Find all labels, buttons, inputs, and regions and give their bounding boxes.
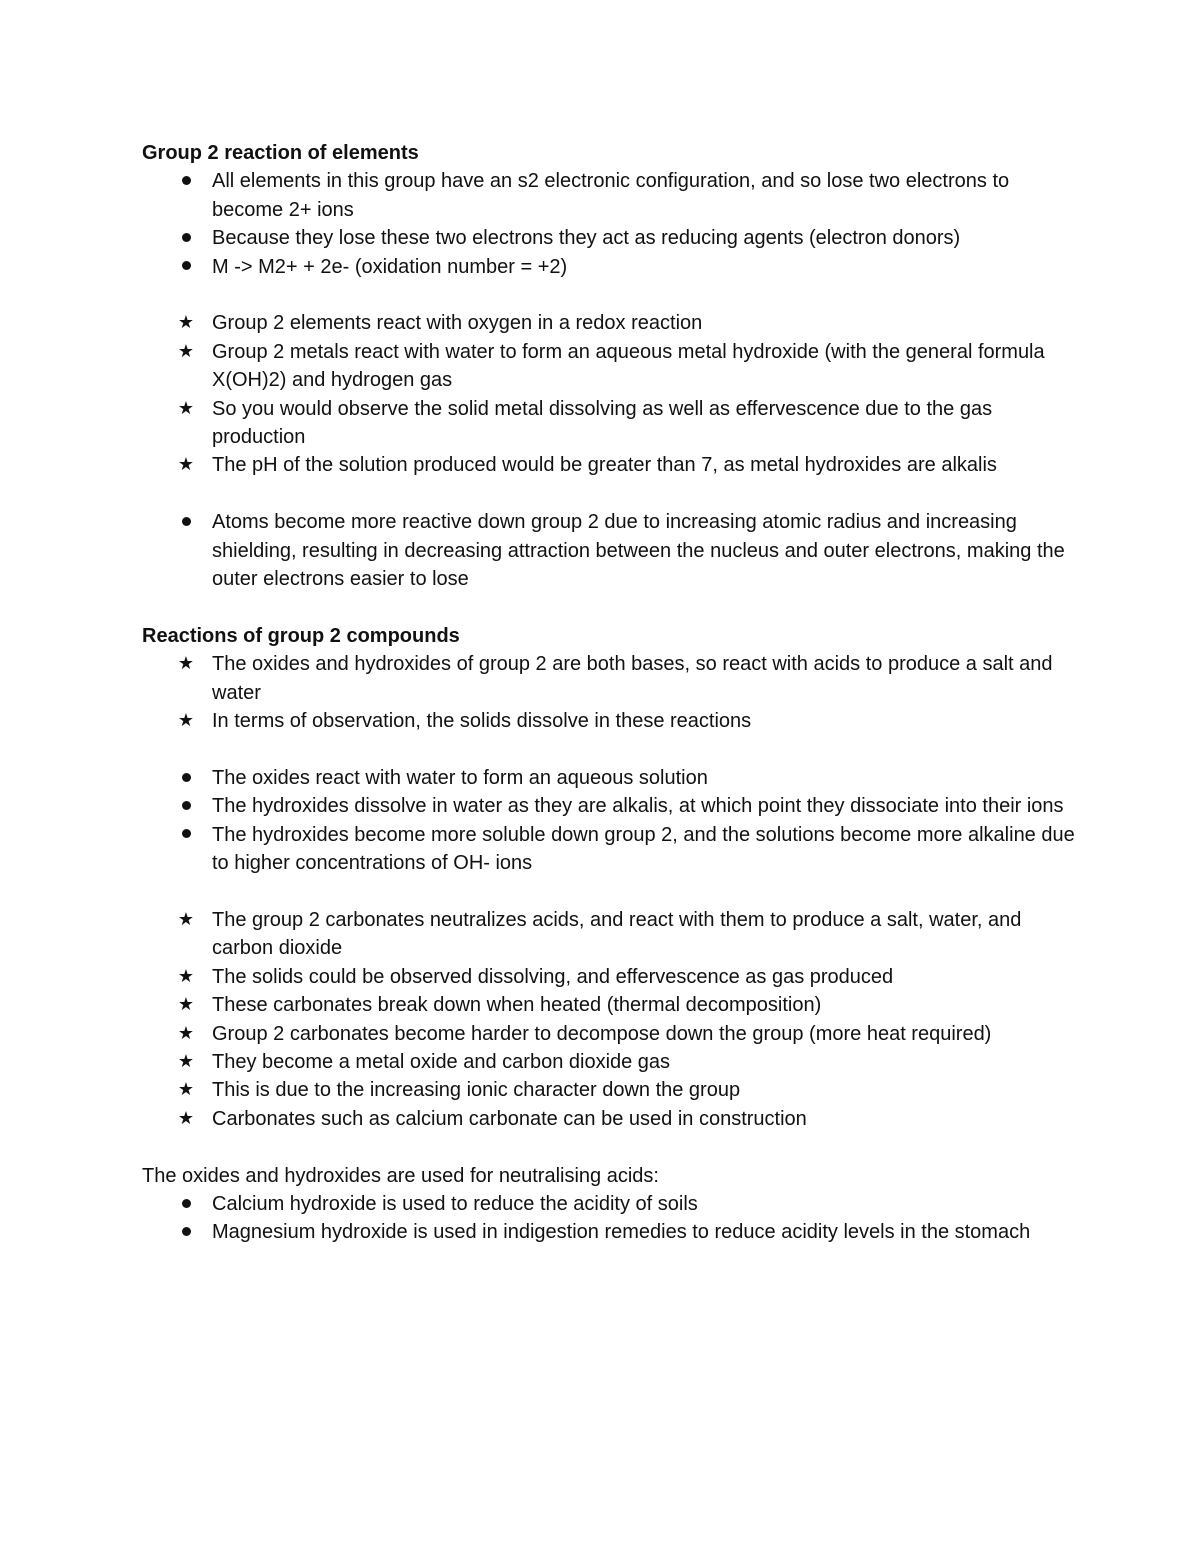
list-item: The oxides react with water to form an aqueous solution <box>142 764 1082 792</box>
star-icon: ★ <box>177 312 195 334</box>
list-item: ★ These carbonates break down when heated (thermal decomposition) <box>142 991 1082 1019</box>
bullet-icon <box>174 508 198 536</box>
spacer <box>142 878 1082 906</box>
list-item: ★ They become a metal oxide and carbon dioxide gas <box>142 1048 1082 1076</box>
list-item: ★ Carbonates such as calcium carbonate can be used in construction <box>142 1105 1082 1133</box>
star-icon: ★ <box>177 454 195 476</box>
bullet-icon <box>174 792 198 820</box>
list-item: Calcium hydroxide is used to reduce the acidity of soils <box>142 1190 1082 1218</box>
star-icon: ★ <box>177 1107 195 1129</box>
bullet-icon <box>174 821 198 849</box>
list-item: ★ The group 2 carbonates neutralizes acids, and react with them to produce a salt, water, and carbon dioxide <box>142 906 1082 963</box>
star-icon: ★ <box>177 1079 195 1101</box>
list-item: ★ Group 2 metals react with water to form an aqueous metal hydroxide (with the general formula X(OH)2) and hydrogen gas <box>142 338 1082 395</box>
list-item: Magnesium hydroxide is used in indigestion remedies to reduce acidity levels in the stomach <box>142 1218 1082 1246</box>
list-item: ★ This is due to the increasing ionic character down the group <box>142 1076 1082 1104</box>
list-item: ★ The oxides and hydroxides of group 2 are both bases, so react with acids to produce a salt and water <box>142 650 1082 707</box>
spacer <box>142 735 1082 763</box>
list-item: Because they lose these two electrons they act as reducing agents (electron donors) <box>142 224 1082 252</box>
list-item: The hydroxides dissolve in water as they are alkalis, at which point they dissociate into their ions <box>142 792 1082 820</box>
list-item: The hydroxides become more soluble down group 2, and the solutions become more alkaline due to higher concentrations of OH- ions <box>142 821 1082 878</box>
star-icon: ★ <box>177 1050 195 1072</box>
star-icon: ★ <box>177 653 195 675</box>
list-item: ★ In terms of observation, the solids dissolve in these reactions <box>142 707 1082 735</box>
star-icon: ★ <box>177 994 195 1016</box>
bullet-icon <box>174 167 198 195</box>
spacer <box>142 480 1082 508</box>
star-icon: ★ <box>177 710 195 732</box>
star-icon: ★ <box>177 965 195 987</box>
spacer <box>142 593 1082 621</box>
list-item: ★ So you would observe the solid metal dissolving as well as effervescence due to the gas production <box>142 395 1082 452</box>
bullet-list <box>142 508 1082 593</box>
list-item: Atoms become more reactive down group 2 due to increasing atomic radius and increasing shielding, resulting in decreasing attraction between the nucleus and outer electrons, making the outer electrons easier to lose <box>142 508 1082 593</box>
list-item: ★ Group 2 carbonates become harder to decompose down the group (more heat required) <box>142 1020 1082 1048</box>
star-list <box>142 906 1082 1133</box>
bullet-icon <box>174 253 198 281</box>
star-icon: ★ <box>177 397 195 419</box>
bullet-icon <box>174 1190 198 1218</box>
bullet-icon <box>174 764 198 792</box>
bullet-list <box>142 167 1082 281</box>
section-heading-group2-elements: Group 2 reaction of elements <box>142 142 419 164</box>
list-item: ★ The solids could be observed dissolving, and effervescence as gas produced <box>142 963 1082 991</box>
bullet-icon <box>174 224 198 252</box>
star-list <box>142 650 1082 735</box>
list-item: M -> M2+ + 2e- (oxidation number = +2) <box>142 253 1082 281</box>
document-content <box>142 139 1082 1247</box>
section-heading-group2-compounds: Reactions of group 2 compounds <box>142 624 460 647</box>
list-item: ★ The pH of the solution produced would be greater than 7, as metal hydroxides are alkalis <box>142 451 1082 479</box>
star-icon: ★ <box>177 1022 195 1044</box>
star-icon: ★ <box>177 908 195 930</box>
bullet-list <box>142 764 1082 878</box>
list-item: ★ Group 2 elements react with oxygen in a redox reaction <box>142 309 1082 337</box>
star-icon: ★ <box>177 340 195 362</box>
bullet-list <box>142 1190 1082 1247</box>
spacer <box>142 281 1082 309</box>
spacer <box>142 1133 1082 1161</box>
bullet-icon <box>174 1218 198 1246</box>
list-item: All elements in this group have an s2 electronic configuration, and so lose two electrons to become 2+ ions <box>142 167 1082 224</box>
section-intro-neutralising: The oxides and hydroxides are used for neutralising acids: <box>142 1164 659 1187</box>
star-list <box>142 309 1082 479</box>
